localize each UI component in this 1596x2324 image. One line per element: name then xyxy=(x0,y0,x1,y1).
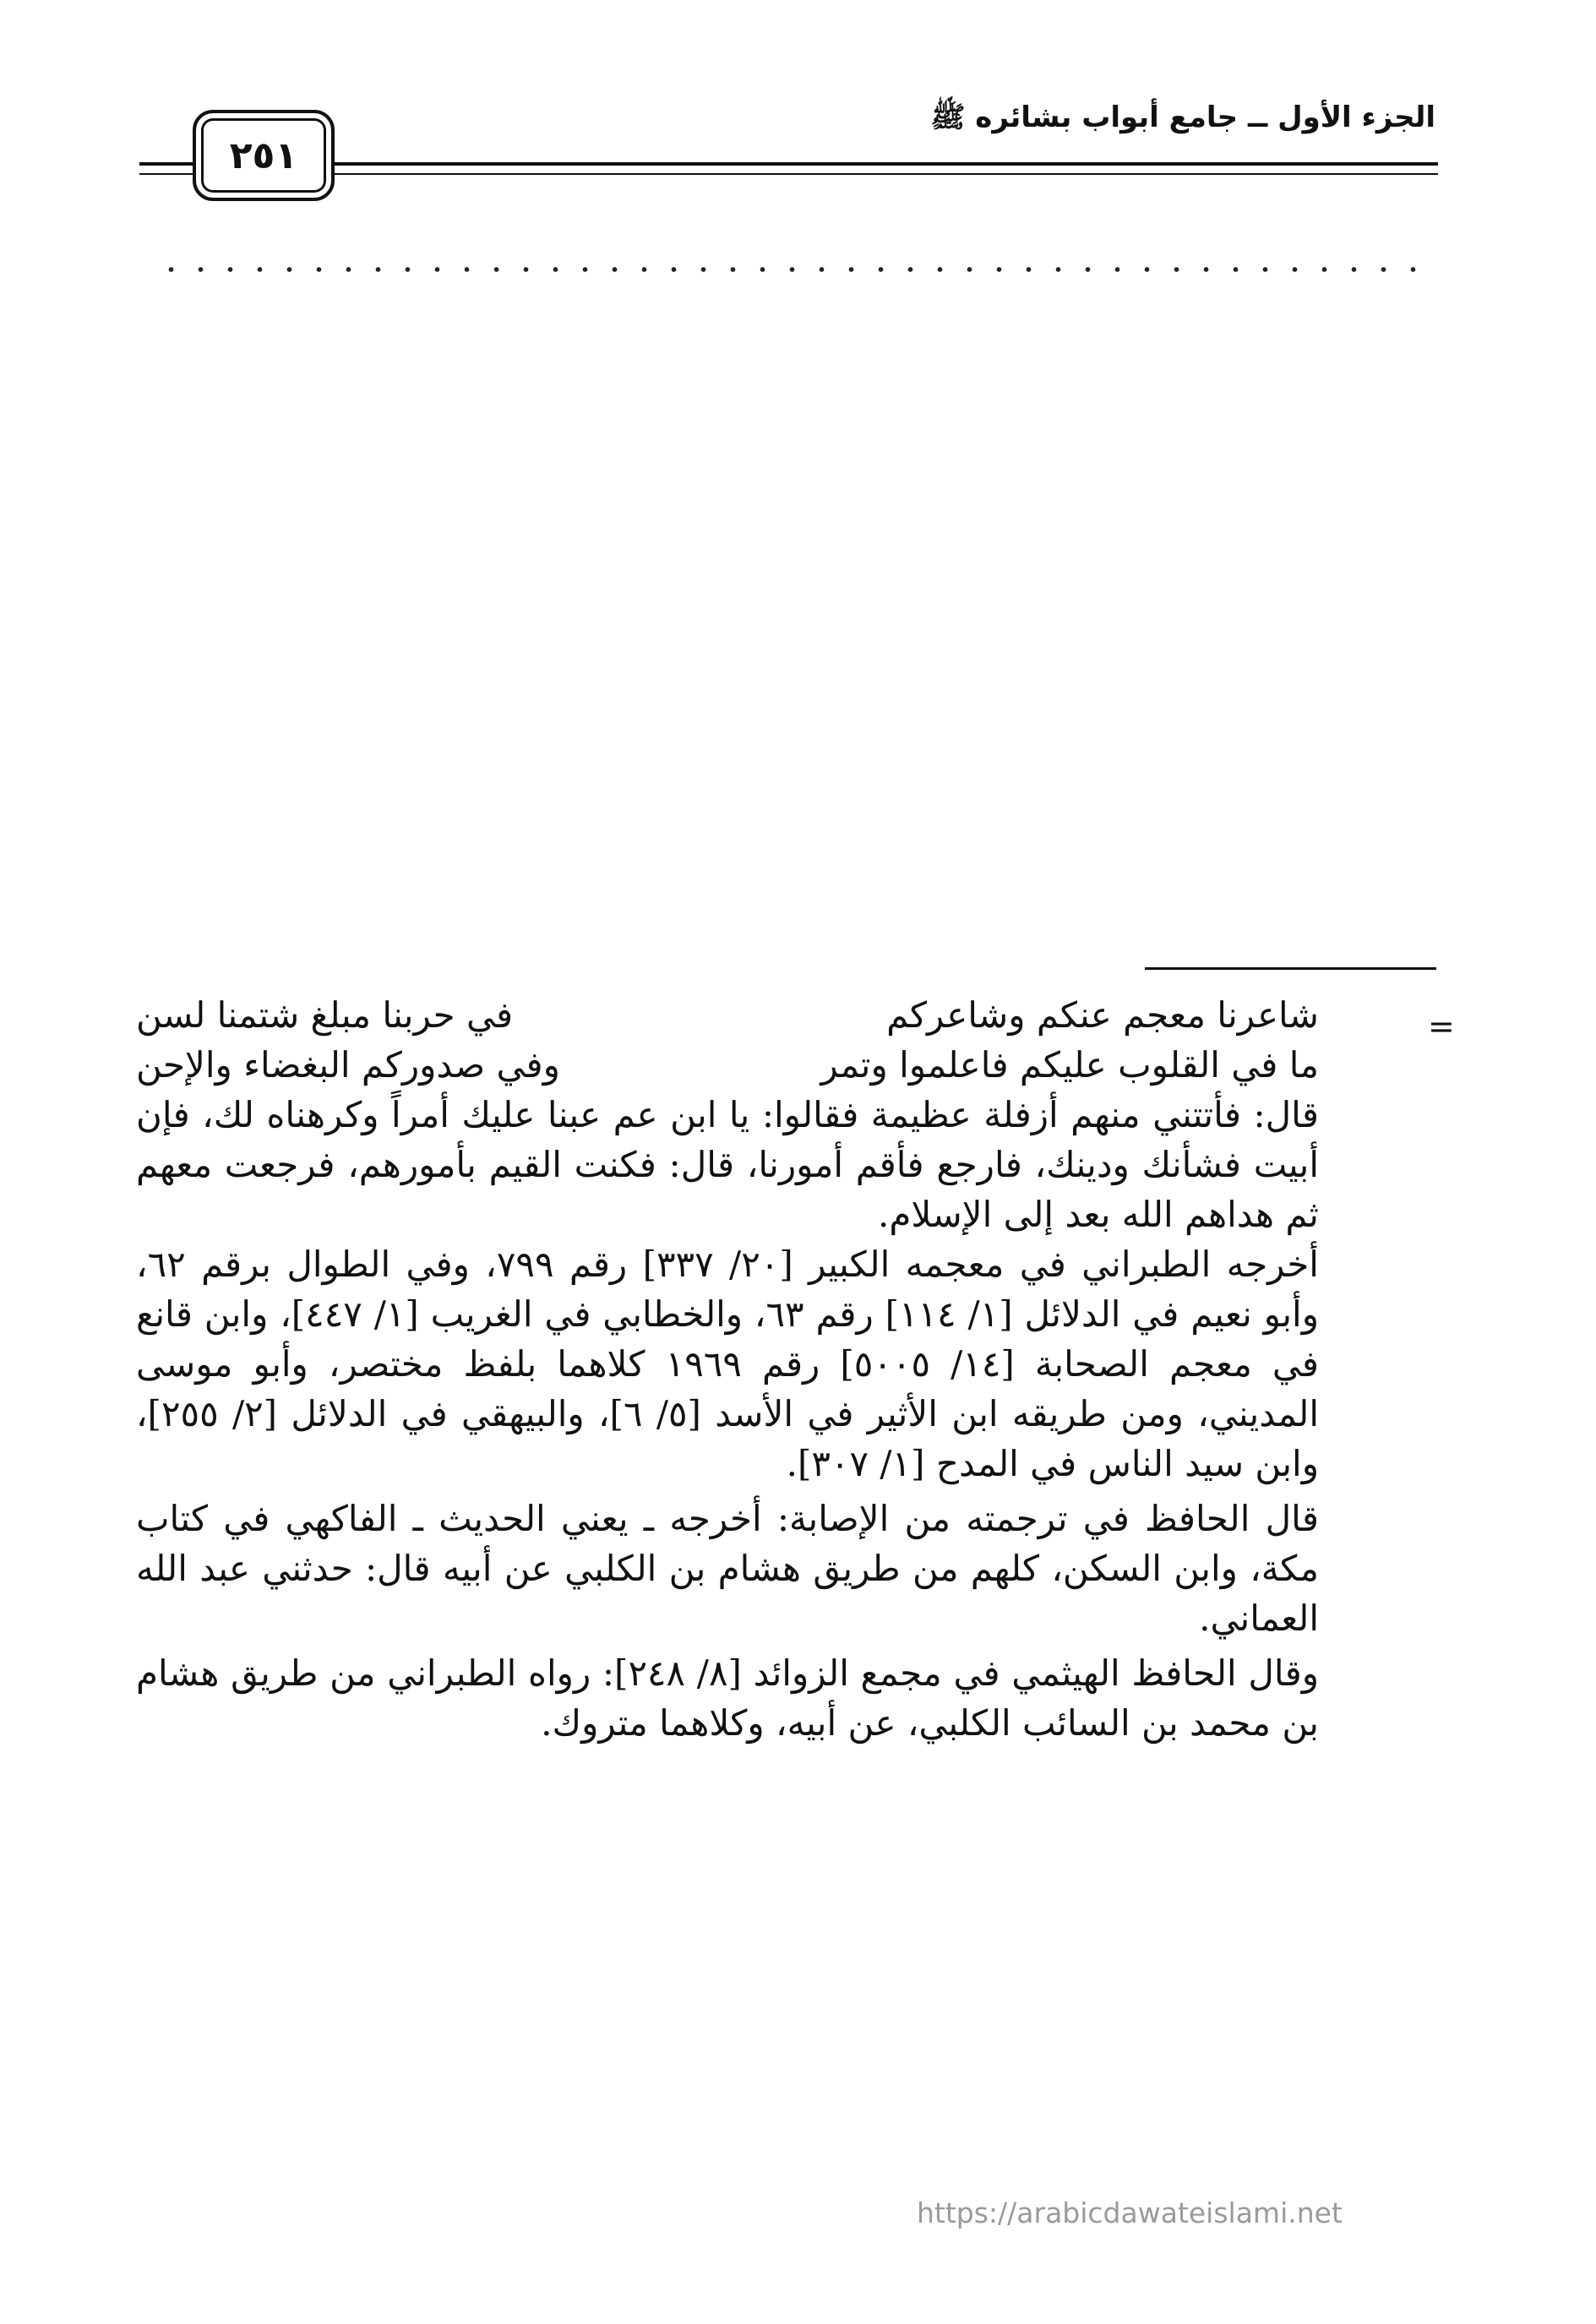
running-header-title: الجزء الأول ــ جامع أبواب بشائره ﷺ xyxy=(930,101,1435,134)
footnote-paragraph: قال الحافظ في ترجمته من الإصابة: أخرجه ـ يعني الحديث ـ الفاكهي في كتاب مكة، وابن السكن، كلهم من طريق هشام بن الكلبي عن أبيه قال: حدثني عبد الله العماني. xyxy=(136,1498,1319,1639)
footnote-rule xyxy=(1145,967,1436,970)
verse-hemistich-second: في حربنا مبلغ شتمنا لسن xyxy=(136,994,514,1036)
verse-hemistich-first: ما في القلوب عليكم فاعلموا وتمر xyxy=(820,1044,1319,1086)
page-number-frame xyxy=(193,110,335,201)
footnote-paragraph: وقال الحافظ الهيثمي في مجمع الزوائد [٨/ ٢٤٨]: رواه الطبراني من طريق هشام بن محمد بن السائب الكلبي، عن أبيه، وكلاهما متروك. xyxy=(136,1652,1319,1744)
watermark-url: https://arabicdawateislami.net xyxy=(917,2196,1343,2229)
verse-line xyxy=(136,1040,1319,1090)
verse-hemistich-second: وفي صدوركم البغضاء والإحن xyxy=(136,1044,560,1086)
footnote-paragraph: أخرجه الطبراني في معجمه الكبير [٢٠/ ٣٣٧] رقم ٧٩٩، وفي الطوال برقم ٦٢، وأبو نعيم في الدلائل [١/ ١١٤] رقم ٦٣، والخطابي في الغريب [١/ ٤٤٧]، وابن قانع في معجم الصحابة [١٤/ ٥٠٠٥] رقم ١٩٦٩ كلاهما بلفظ مختصر، وأبو موسى المديني، ومن طريقه ابن الأثير في الأسد [٥/ ٦]، والبيهقي في الدلائل [٢/ ٢٥٥]، وابن سيد الناس في المدح [١/ ٣٠٧]. xyxy=(136,1244,1319,1484)
footnote-body xyxy=(136,990,1319,1748)
verse-line xyxy=(136,990,1319,1040)
footnote-continuation-mark: = xyxy=(1428,1008,1455,1045)
dotted-separator xyxy=(156,266,1432,273)
verse-hemistich-first: شاعرنا معجم عنكم وشاعركم xyxy=(886,994,1319,1036)
page-number: ٢٥١ xyxy=(229,133,298,177)
footnote-paragraph: قال: فأتتني منهم أزفلة عظيمة فقالوا: يا ابن عم عبنا عليك أمراً وكرهناه لك، فإن أبيت فشأنك ودينك، فارجع فأقم أمورنا، قال: فكنت القيم بأمورهم، فرجعت معهم ثم هداهم الله بعد إلى الإسلام. xyxy=(136,1094,1319,1235)
